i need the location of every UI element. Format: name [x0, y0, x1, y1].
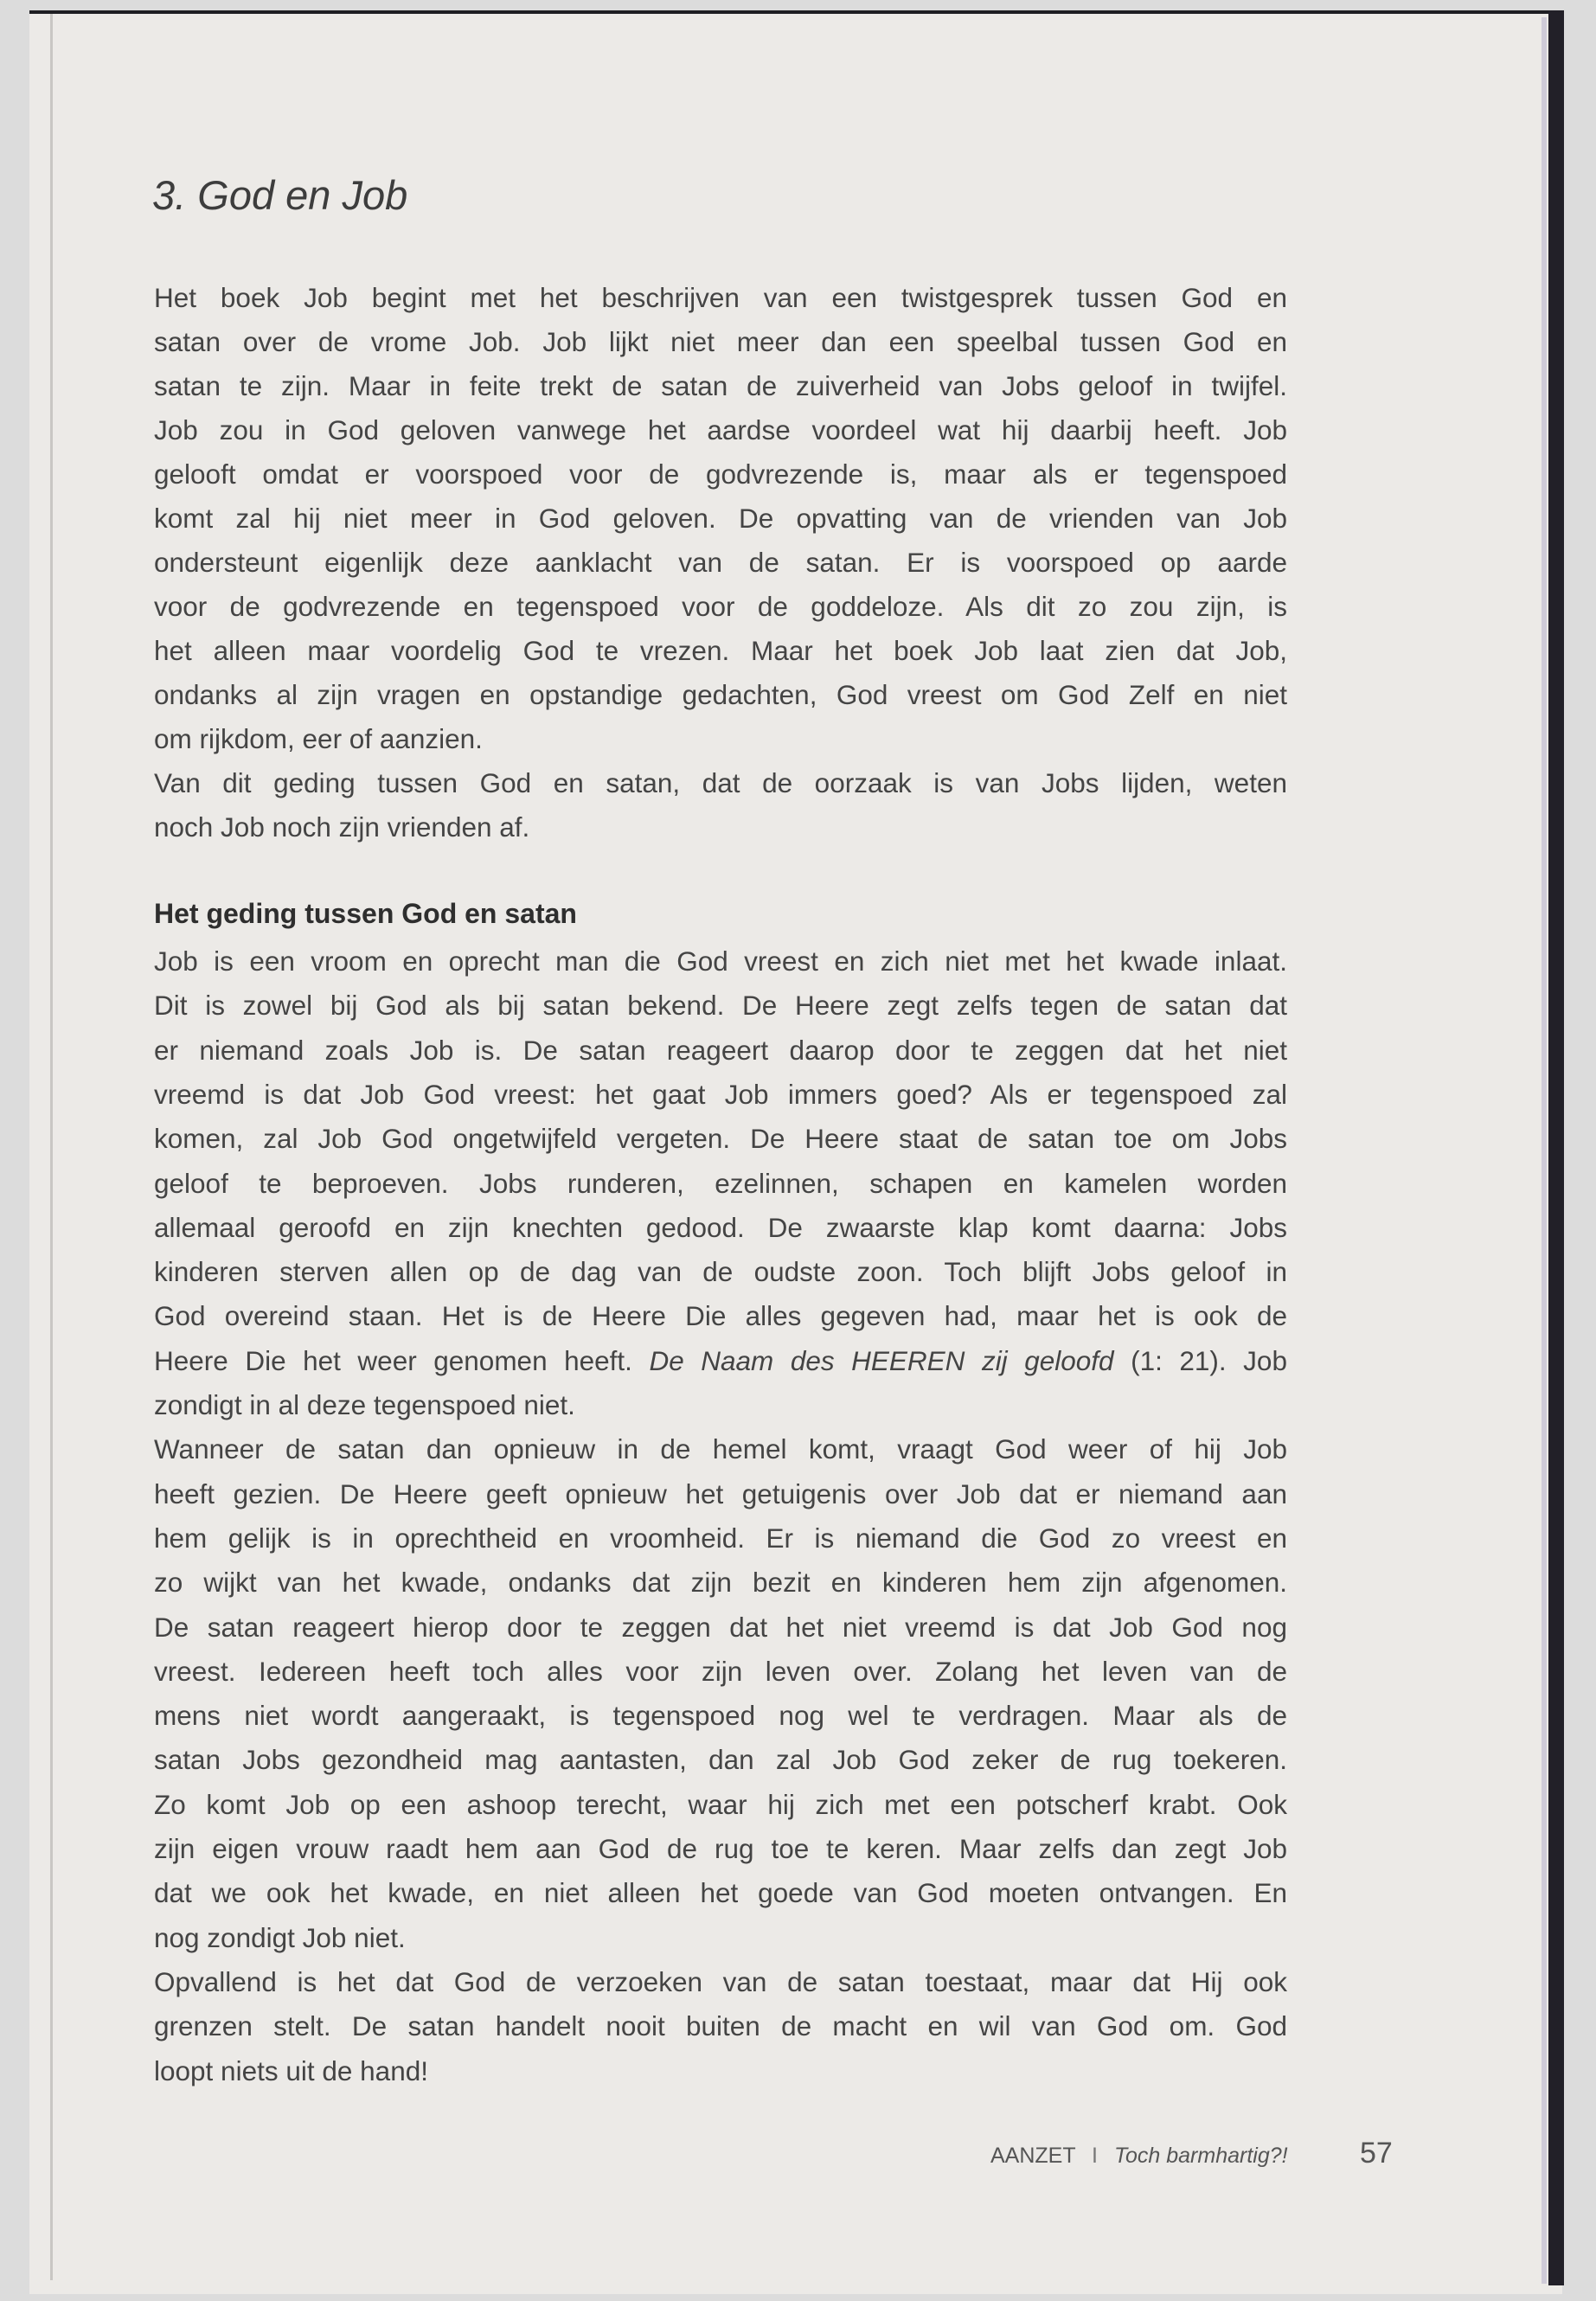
footer-series: AANZET — [990, 2144, 1076, 2168]
book-cover-edge — [1548, 10, 1564, 2285]
text-line — [154, 280, 1287, 315]
text-segment: kinderen sterven allen op de dag van de oudste zoon. Toch blijft Jobs geloof in — [154, 1256, 1287, 1288]
text-segment: Wanneer de satan dan opnieuw in de hemel komt, vraagt God weer of hij Job — [154, 1433, 1287, 1465]
text-line — [154, 1920, 1287, 1955]
text-segment: loopt niets uit de hand! — [154, 2054, 428, 2086]
text-line — [154, 1698, 1287, 1733]
text-line — [154, 1521, 1287, 1555]
text-segment: Opvallend is het dat God de verzoeken van de satan toestaat, maar dat Hij ook — [154, 1965, 1287, 1997]
text-segment: Job zou in God geloven vanwege het aardse voordeel wat hij daarbij heeft. Job — [154, 414, 1287, 445]
text-line — [154, 1787, 1287, 1822]
text-segment: Job is een vroom en oprecht man die God vreest en zich niet met het kwade inlaat. — [154, 945, 1287, 977]
text-segment: grenzen stelt. De satan handelt nooit buiten de macht en wil van God om. God — [154, 2010, 1287, 2042]
text-segment: De satan reageert hierop door te zeggen dat het niet vreemd is dat Job God nog — [154, 1611, 1287, 1643]
text-line — [154, 1121, 1287, 1156]
text-line — [154, 1077, 1287, 1112]
text-segment: dat we ook het kwade, en niet alleen het goede van God moeten ontvangen. En — [154, 1877, 1287, 1909]
text-line — [154, 1432, 1287, 1466]
text-line — [154, 545, 1287, 580]
text-line — [154, 633, 1287, 668]
italic-quote: De Naam des HEEREN zij geloofd — [649, 1344, 1114, 1376]
text-segment: Heere Die het weer genomen heeft. — [154, 1344, 650, 1376]
footer-separator: I — [1092, 2144, 1098, 2168]
text-line — [154, 1831, 1287, 1866]
text-segment: Zo komt Job op een ashoop terecht, waar hij zich met een potscherf krabt. Ook — [154, 1788, 1287, 1820]
text-segment: zijn eigen vrouw raadt hem aan God de rug toe te keren. Maar zelfs dan zegt Job — [154, 1833, 1287, 1864]
text-segment: (1: 21). Job — [1113, 1344, 1287, 1376]
text-segment: Het boek Job begint met het beschrijven van een twistgesprek tussen God en — [154, 282, 1287, 313]
text-line — [154, 1388, 1287, 1422]
text-segment: ondersteunt eigenlijk deze aanklacht van de satan. Er is voorspoed op aarde — [154, 547, 1287, 578]
text-line — [154, 988, 1287, 1022]
text-line — [154, 2009, 1287, 2043]
text-line — [154, 810, 1287, 844]
text-line — [154, 501, 1287, 535]
text-segment: voor de godvrezende en tegenspoed voor de goddeloze. Als dit zo zou zijn, is — [154, 591, 1287, 622]
text-segment: God overeind staan. Het is de Heere Die alles gegeven had, maar het is ook de — [154, 1300, 1287, 1332]
text-segment: het alleen maar voordelig God te vrezen. Maar het boek Job laat zien dat Job, — [154, 635, 1287, 666]
text-line — [154, 1610, 1287, 1644]
text-segment: vreest. Iedereen heeft toch alles voor zijn leven over. Zolang het leven van de — [154, 1655, 1287, 1687]
text-line — [154, 369, 1287, 403]
text-line — [154, 1477, 1287, 1511]
text-segment: allemaal geroofd en zijn knechten gedood. De zwaarste klap komt daarna: Jobs — [154, 1211, 1287, 1243]
text-line — [154, 1742, 1287, 1777]
text-segment: heeft gezien. De Heere geeft opnieuw het getuigenis over Job dat er niemand aan — [154, 1477, 1287, 1509]
text-line — [154, 457, 1287, 491]
text-segment: satan over de vrome Job. Job lijkt niet meer dan een speelbal tussen God en — [154, 326, 1287, 357]
text-segment: ondanks al zijn vragen en opstandige gedachten, God vreest om God Zelf en niet — [154, 679, 1287, 710]
text-segment: zo wijkt van het kwade, ondanks dat zijn bezit en kinderen hem zijn afgenomen. — [154, 1567, 1287, 1599]
text-line — [154, 1654, 1287, 1689]
text-segment: mens niet wordt aangeraakt, is tegenspoed nog wel te verdragen. Maar als de — [154, 1700, 1287, 1732]
text-segment: satan Jobs gezondheid mag aantasten, dan zal Job God zeker de rug toekeren. — [154, 1744, 1287, 1776]
text-line — [154, 1210, 1287, 1245]
text-line — [154, 1033, 1287, 1067]
section-heading: Het geding tussen God en satan — [154, 898, 577, 929]
chapter-title: 3. God en Job — [152, 172, 408, 218]
text-segment: hem gelijk is in oprechtheid en vroomheid. Er is niemand die God zo vreest en — [154, 1522, 1287, 1554]
text-line — [154, 1254, 1287, 1289]
text-segment: komt zal hij niet meer in God geloven. De opvatting van de vrienden van Job — [154, 503, 1287, 534]
text-line — [154, 677, 1287, 712]
text-segment: satan te zijn. Maar in feite trekt de satan de zuiverheid van Jobs geloof in twijfel. — [154, 370, 1287, 401]
text-line — [154, 1965, 1287, 1999]
text-segment: om rijkdom, eer of aanzien. — [154, 723, 483, 754]
text-line — [154, 721, 1287, 756]
text-line — [154, 944, 1287, 978]
text-segment: gelooft omdat er voorspoed voor de godvrezende is, maar als er tegenspoed — [154, 458, 1287, 490]
text-line — [154, 1565, 1287, 1599]
text-segment: geloof te beproeven. Jobs runderen, ezelinnen, schapen en kamelen worden — [154, 1167, 1287, 1199]
page-edge — [1542, 17, 1547, 2284]
text-segment: er niemand zoals Job is. De satan reageert daarop door te zeggen dat het niet — [154, 1034, 1287, 1066]
text-line — [154, 589, 1287, 624]
text-line — [154, 1298, 1287, 1333]
text-line — [154, 1875, 1287, 1910]
page-gutter-line — [50, 14, 53, 2280]
text-segment: zondigt in al deze tegenspoed niet. — [154, 1389, 575, 1420]
text-segment: noch Job noch zijn vrienden af. — [154, 811, 530, 843]
text-line — [154, 1343, 1287, 1378]
text-segment: Dit is zowel bij God als bij satan bekend. De Heere zegt zelfs tegen de satan dat — [154, 990, 1287, 1022]
text-line — [154, 2054, 1287, 2088]
text-line — [154, 1166, 1287, 1201]
text-segment: komen, zal Job God ongetwijfeld vergeten. De Heere staat de satan toe om Jobs — [154, 1123, 1287, 1155]
text-segment: nog zondigt Job niet. — [154, 1921, 406, 1953]
footer-book-title: Toch barmhartig?! — [1114, 2144, 1288, 2168]
text-line — [154, 413, 1287, 447]
text-segment: Van dit geding tussen God en satan, dat de oorzaak is van Jobs lijden, weten — [154, 767, 1287, 798]
page-number: 57 — [1360, 2137, 1393, 2170]
text-line — [154, 766, 1287, 800]
text-line — [154, 324, 1287, 359]
text-segment: vreemd is dat Job God vreest: het gaat Job immers goed? Als er tegenspoed zal — [154, 1078, 1287, 1110]
